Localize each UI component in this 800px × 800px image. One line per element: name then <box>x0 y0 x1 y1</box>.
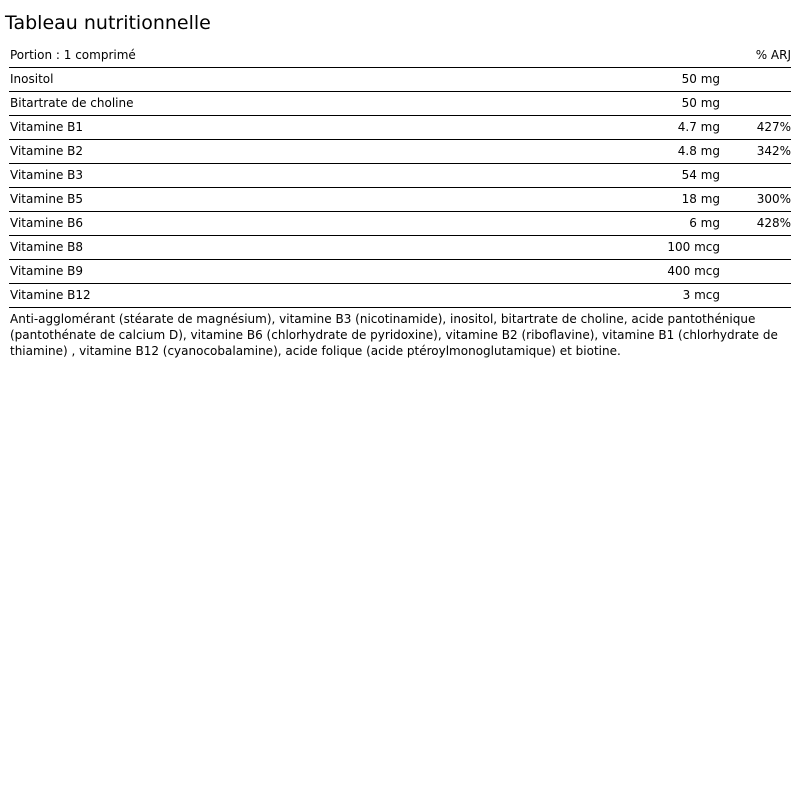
daily-value-header: % ARJ <box>755 48 791 62</box>
ingredients-text: Anti-agglomérant (stéarate de magnésium), vitamine B3 (nicotinamide), inositol, bitartrate de choline, acide pantothénique (pantothénate de calcium D), vitamine B6 (chlorhydrate de pyridoxine), vitamine B2 (riboflavine), vitamine B1 (chlorhydrate de thiamine) , vitamine B12 (cyanocobalamine), acide folique (acide ptéroylmonoglutamique) et biotine. <box>10 312 778 358</box>
serving-size-label: Portion : 1 comprimé <box>10 48 136 62</box>
nutrient-amount: 18 mg <box>681 192 720 206</box>
nutrient-name: Vitamine B2 <box>10 144 84 158</box>
nutrient-name: Vitamine B8 <box>10 240 84 254</box>
table-row <box>9 188 791 212</box>
nutrient-name: Vitamine B5 <box>10 192 84 206</box>
nutrient-amount: 54 mg <box>681 168 720 182</box>
table-row <box>9 236 791 260</box>
nutrient-amount: 50 mg <box>681 96 720 110</box>
table-row <box>9 284 791 308</box>
nutrient-name: Vitamine B3 <box>10 168 84 182</box>
nutrition-table <box>9 44 791 308</box>
table-row <box>9 260 791 284</box>
table-row <box>9 140 791 164</box>
nutrient-daily-value: 427% <box>756 120 791 134</box>
nutrient-name: Vitamine B1 <box>10 120 84 134</box>
nutrient-name: Bitartrate de choline <box>10 96 134 110</box>
table-row <box>9 68 791 92</box>
page-title: Tableau nutritionnelle <box>5 12 211 34</box>
nutrient-name: Vitamine B6 <box>10 216 84 230</box>
nutrient-name: Vitamine B12 <box>10 288 91 302</box>
nutrient-amount: 4.8 mg <box>677 144 720 158</box>
table-row <box>9 212 791 236</box>
nutrient-amount: 4.7 mg <box>677 120 720 134</box>
nutrient-amount: 50 mg <box>681 72 720 86</box>
nutrient-amount: 400 mcg <box>667 264 720 278</box>
nutrient-amount: 100 mcg <box>667 240 720 254</box>
table-row <box>9 92 791 116</box>
nutrient-daily-value: 300% <box>756 192 791 206</box>
nutrient-daily-value: 342% <box>756 144 791 158</box>
table-row <box>9 116 791 140</box>
table-header-row <box>9 44 791 68</box>
nutrient-name: Vitamine B9 <box>10 264 84 278</box>
nutrient-name: Inositol <box>10 72 54 86</box>
nutrient-amount: 3 mcg <box>682 288 720 302</box>
nutrient-amount: 6 mg <box>689 216 720 230</box>
nutrient-daily-value: 428% <box>756 216 791 230</box>
table-row <box>9 164 791 188</box>
